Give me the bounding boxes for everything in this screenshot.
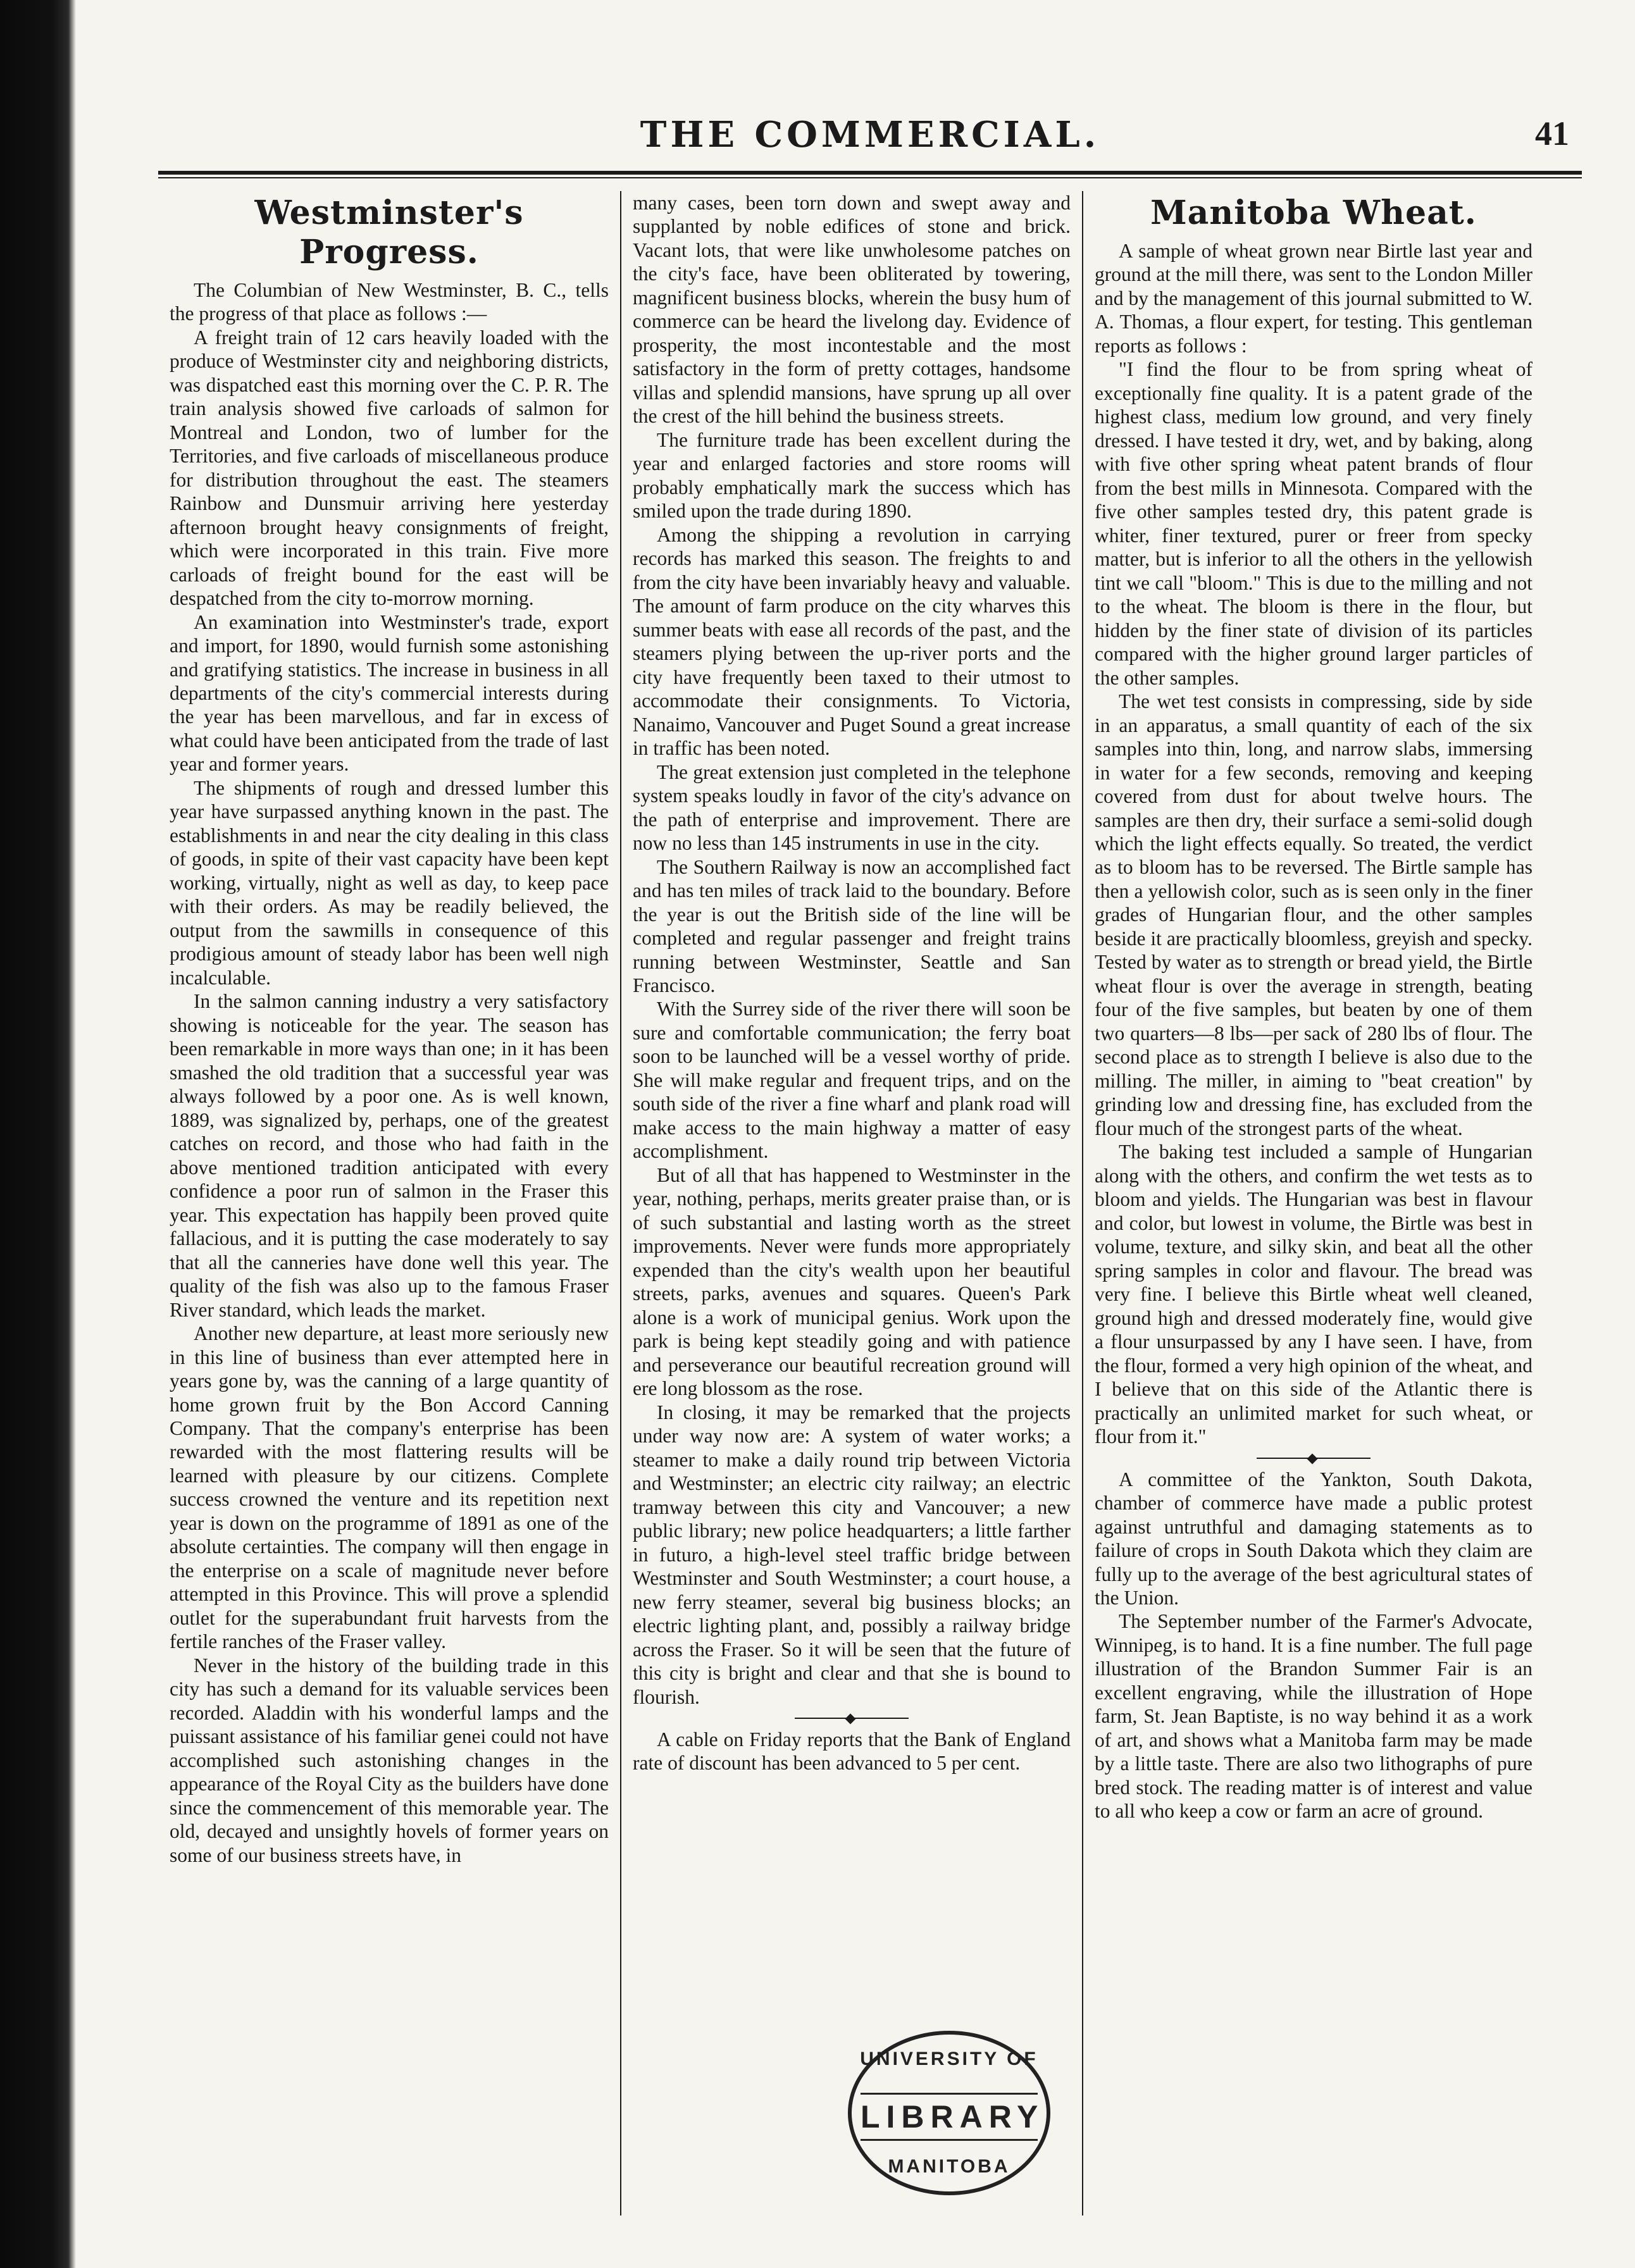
newspaper-title: THE COMMERCIAL. (640, 114, 1100, 156)
paragraph: With the Surrey side of the river there will soon be sure and comfortable communication; the ferry boat soon to be launched will be a vessel worthy of pride. She will make regular and frequent trips, and on the south side of the river a fine wharf and plank road will make access to the main highway a matter of easy accomplishment. (633, 998, 1071, 1163)
library-stamp (848, 2031, 1050, 2195)
paragraph: Another new departure, at least more seriously new in this line of business than ever attempted here in years gone by, was the canning of a large quantity of home grown fruit by the Bon Accord Canning Company. That the company's enterprise has been rewarded with the most flattering results will be learned with pleasure by our citizens. Complete success crowned the venture and its repetition next year is down on the programme of 1891 as one of the absolute certainties. The company will then engage in the enterprise on a scale of magnitude never before attempted in this Province. This will prove a splendid outlet for the superabundant fruit harvests from the fertile ranches of the Fraser valley. (170, 1322, 609, 1653)
article-columns (158, 191, 1582, 2215)
paragraph-farmers-advocate: The September number of the Farmer's Advocate, Winnipeg, is to hand. It is a fine number. The full page illustration of the Brandon Summer Fair is an excellent engraving, while the illustration of Hope farm, St. Jean Baptiste, is no way behind it as a work of art, and shows what a Manitoba farm may be made by a little taste. There are also two lithographs of pure bred stock. The reading matter is of interest and value to all who keep a cow or farm an acre of ground. (1095, 1610, 1532, 1823)
page-number: 41 (1535, 115, 1569, 152)
masthead (158, 95, 1582, 171)
stamp-top-text: UNIVERSITY OF (860, 2048, 1038, 2069)
book-binding-edge (0, 0, 76, 2268)
paragraph: The Columbian of New Westminster, B. C., tells the progress of that place as follows :— (170, 278, 609, 325)
paragraph: Among the shipping a revolution in carrying records has marked this season. The freights to and from the city have been invariably heavy and valuable. The amount of farm produce on the city wharves this summer beats with ease all records of the past, and the steamers plying between the up-river ports and the city have frequently been taxed to their utmost to accommodate their consignments. To Victoria, Nanaimo, Vancouver and Puget Sound a great increase in traffic has been noted. (633, 523, 1071, 760)
article-heading-westminster: Westminster's Progress. (254, 194, 524, 271)
paragraph: The furniture trade has been excellent during the year and enlarged factories and store rooms will probably emphatically mark the success which has smiled upon the trade during 1890. (633, 428, 1071, 523)
paragraph: many cases, been torn down and swept away and supplanted by noble edifices of stone and brick. Vacant lots, that were like unwholesome patches on the city's face, have been obliterated by towering, magnificent business blocks, wherein the busy hum of commerce can be heard the livelong day. Evidence of prosperity, the most incontestable and the most satisfactory in the form of pretty cottages, handsome villas and splendid mansions, have sprung up all over the crest of the hill behind the business streets. (633, 192, 1071, 428)
stamp-middle-text: LIBRARY (861, 2093, 1038, 2141)
paragraph: Never in the history of the building trade in this city has such a demand for its valuable services been recorded. Aladdin with his wonderful lamps and the puissant assistance of his familiar genei could not have accomplished such astonishing changes in the appearance of the Royal City as the builders have done since the commencement of this memorable year. The old, decayed and unsightly hovels of former years on some of our business streets have, in (170, 1654, 609, 1866)
paragraph: The great extension just completed in the telephone system speaks loudly in favor of the city's advance on the path of enterprise and improvement. There are now no less than 145 instruments in use in the city. (633, 760, 1071, 855)
column-3 (1082, 191, 1544, 2215)
paragraph-bank-rate: A cable on Friday reports that the Bank of England rate of discount has been advanced to 5 per cent. (633, 1728, 1071, 1775)
paragraph: An examination into Westminster's trade, export and import, for 1890, would furnish some astonishing and gratifying statistics. The increase in business in all departments of the city's commercial interests during the year has been marvellous, and far in excess of what could have been anticipated from the trade of last year and former years. (170, 610, 609, 776)
paragraph: A sample of wheat grown near Birtle last year and ground at the mill there, was sent to the London Miller and by the management of this journal submitted to W. A. Thomas, a flour expert, for testing. This gentleman reports as follows : (1095, 239, 1532, 357)
paragraph: "I find the flour to be from spring wheat of exceptionally fine quality. It is a patent grade of the highest class, medium low ground, and very finely dressed. I have tested it dry, wet, and by baking, along with five other spring wheat patent brands of flour from the best mills in Minnesota. Compared with the five other samples tested dry, this patent grade is whiter, finer textured, purer or freer from specky matter, but is inferior to all the others in the yellowish tint we call "bloom." This is due to the milling and not to the wheat. The bloom is there in the flour, but hidden by the finer state of division of its particles compared with the higher ground larger particles of the other samples. (1095, 358, 1532, 689)
masthead-rule-thick (158, 171, 1582, 175)
paragraph: The baking test included a sample of Hungarian along with the others, and confirm the wet tests as to bloom and yields. The Hungarian was best in flavour and color, but lowest in volume, the Birtle was best in volume, texture, and silky skin, and beat all the other spring samples in color and flavour. The bread was very fine. I believe this Birtle wheat well cleaned, ground high and dressed moderately fine, would give a flour unsurpassed by any I have seen. I have, from the flour, formed a very high opinion of the wheat, and I believe that on this side of the Atlantic there is practically an unlimited market for such wheat, or flour from it." (1095, 1141, 1532, 1448)
paragraph: In closing, it may be remarked that the projects under way now are: A system of water works; a steamer to make a daily round trip between Victoria and Westminster; an electric city railway; an electric tramway between this city and Vancouver; a new public library; new police headquarters; a little farther in futuro, a high-level steel traffic bridge between Westminster and South Westminster; a court house, a new ferry steamer, several big business blocks; an electric lighting plant, and, possibly a railway bridge across the Fraser. So it will be seen that the future of this city is bright and clear and that she is bound to flourish. (633, 1401, 1071, 1708)
paragraph: The shipments of rough and dressed lumber this year have surpassed anything known in the past. The establishments in and near the city dealing in this class of goods, in spite of their vast capacity have been kept working, virtually, night as well as day, to keep pace with their orders. As may be readily believed, the output from the sawmills in consequence of this prodigious amount of steady labor has been well nigh incalculable. (170, 776, 609, 989)
masthead-rule-thin (158, 177, 1582, 178)
article-heading-manitoba-wheat: Manitoba Wheat. (1150, 194, 1477, 232)
column-1 (158, 191, 620, 2215)
column-2 (620, 191, 1082, 2215)
paragraph: A freight train of 12 cars heavily loaded with the produce of Westminster city and neighboring districts, was dispatched east this morning over the C. P. R. The train analysis showed five carloads of salmon for Montreal and London, two of lumber for the Territories, and five carloads of miscellaneous produce for distribution throughout the east. The steamers Rainbow and Dunsmuir arriving here yesterday afternoon brought heavy consignments of freight, which were incorporated in this train. Five more carloads of freight bound for the east will be despatched from the city to-morrow morning. (170, 326, 609, 610)
paragraph-yankton: A committee of the Yankton, South Dakota, chamber of commerce have made a public protest against untruthful and damaging statements as to failure of crops in South Dakota which they claim are fully up to the average of the best agricultural states of the Union. (1095, 1468, 1532, 1609)
section-separator (795, 1718, 909, 1719)
paragraph: But of all that has happened to Westminster in the year, nothing, perhaps, merits greater praise than, or is of such substantial and lasting worth as the street improvements. Never were funds more appropriately expended than the city's wealth upon her beautiful streets, parks, avenues and squares. Queen's Park alone is a work of municipal genius. Work upon the park is being kept steadily going and with patience and perseverance our beautiful recreation ground will ere long blossom as the rose. (633, 1163, 1071, 1400)
paragraph: The Southern Railway is now an accomplished fact and has ten miles of track laid to the boundary. Before the year is out the British side of the line will be completed and regular passenger and freight trains running between Westminster, Seattle and San Francisco. (633, 855, 1071, 996)
stamp-bottom-text: MANITOBA (888, 2156, 1010, 2177)
section-separator (1257, 1458, 1371, 1459)
newspaper-page (158, 95, 1582, 2233)
paragraph: The wet test consists in compressing, side by side in an apparatus, a small quantity of each of the six samples into thin, long, and narrow slabs, immersing in water for a few seconds, removing and keeping covered from dust for about twelve hours. The samples are then dry, their surface a semi-solid dough which the light effects equally. So treated, the verdict as to bloom has to be reversed. The Birtle sample has then a yellowish color, such as is seen only in the finer grades of Hungarian flour, and the other samples beside it are practically bloomless, greyish and specky. Tested by water as to strength or bread yield, the Birtle wheat flour is over the average in strength, beating four of the five samples, but beaten by one of them two quarters—8 lbs—per sack of 280 lbs of flour. The second place as to strength I believe is also due to the milling. The miller, in aiming to "beat creation" by grinding low and dressing fine, has excluded from the flour much of the strongest parts of the wheat. (1095, 690, 1532, 1139)
paragraph: In the salmon canning industry a very satisfactory showing is noticeable for the year. The season has been remarkable in more ways than one; in it has been smashed the old tradition that a successful year was always followed by a poor one. As is well known, 1889, was signalized by, perhaps, one of the greatest catches on record, and those who had faith in the above mentioned tradition anticipated with every confidence a poor run of salmon in the Fraser this year. This expectation has happily been proved quite fallacious, and it is putting the case moderately to say that all the canneries have done well this year. The quality of the fish was also up to the famous Fraser River standard, which leads the market. (170, 990, 609, 1321)
